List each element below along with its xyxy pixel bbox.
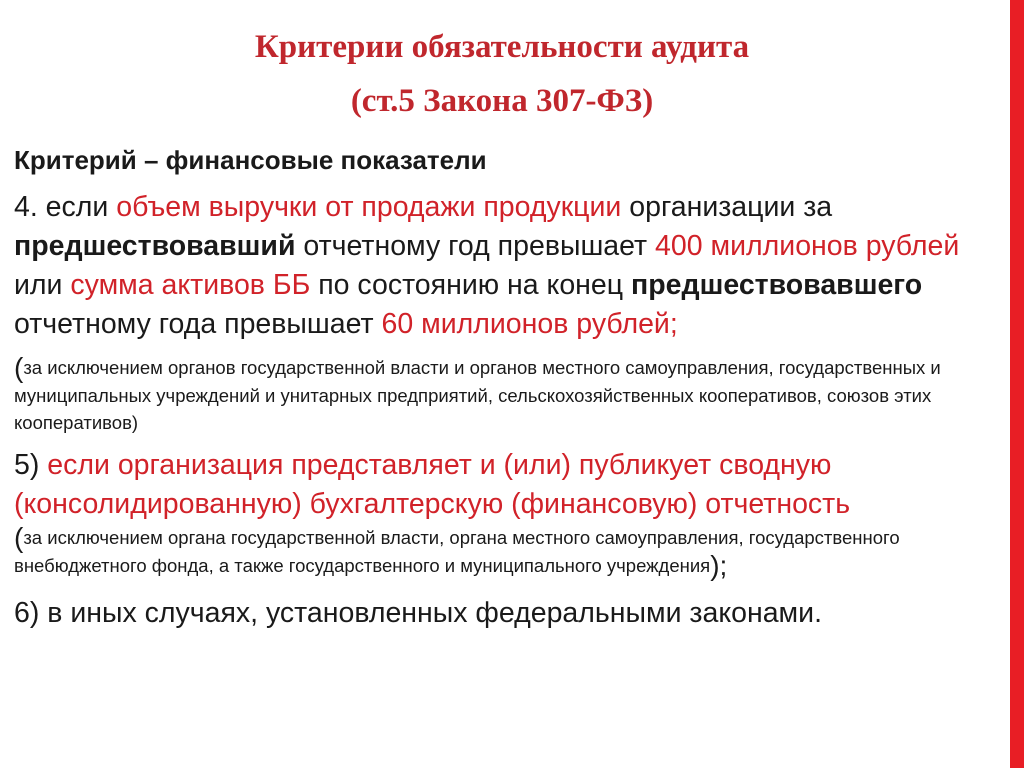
slide-title [0, 20, 1004, 128]
close-paren: ); [710, 550, 728, 581]
previous-year-bold-2: предшествовавшего [631, 269, 923, 301]
assets-text: сумма активов ББ [70, 269, 311, 301]
item-4-text-5: отчетному года превышает [14, 308, 382, 340]
item-5-text: если организация представляет и (или) публикует сводную (консолидированную) бухгалтерскую (финансовую) отчетность [14, 449, 851, 520]
item-4 [14, 188, 1009, 344]
title-line-2: (ст.5 Закона 307-ФЗ) [350, 83, 654, 119]
item-4-text-3: или [14, 269, 71, 301]
accent-bar [1010, 0, 1024, 768]
criterion-heading: Критерий – финансовые показатели [14, 145, 487, 175]
item-4-exceptions-text: за исключением органов государственной власти и органов местного самоуправления, государственных и муниципальных учреждений и унитарных предприятий, сельскохозяйственных кооперативов, союзов этих кооперативов) [14, 357, 941, 433]
item-5-exceptions-text: за исключением органа государственной власти, органа местного самоуправления, государственного внебюджетного фонда, а также государственного и муниципального учреждения [14, 527, 900, 576]
item-4-text-2: отчетному год превышает [295, 230, 656, 262]
slide-content [14, 142, 1009, 633]
title-line-1: Критерии обязательности аудита [254, 29, 750, 65]
item-4-text-4: по состоянию на конец [310, 269, 632, 301]
revenue-threshold: 400 миллионов рублей [655, 230, 960, 262]
item-4-exceptions [14, 354, 1009, 436]
item-4-text-1: организации за [621, 191, 833, 223]
open-paren: ( [14, 522, 24, 553]
item-5 [14, 446, 1009, 524]
item-5-exceptions [14, 524, 1009, 580]
open-paren: ( [14, 352, 24, 383]
item-4-prefix: 4. если [14, 191, 117, 223]
previous-year-bold-1: предшествовавший [14, 230, 296, 262]
assets-threshold: 60 миллионов рублей; [381, 308, 678, 340]
item-5-prefix: 5) [14, 449, 48, 481]
revenue-text: объем выручки от продажи продукции [116, 191, 622, 223]
item-6: 6) в иных случаях, установленных федеральными законами. [14, 597, 822, 629]
